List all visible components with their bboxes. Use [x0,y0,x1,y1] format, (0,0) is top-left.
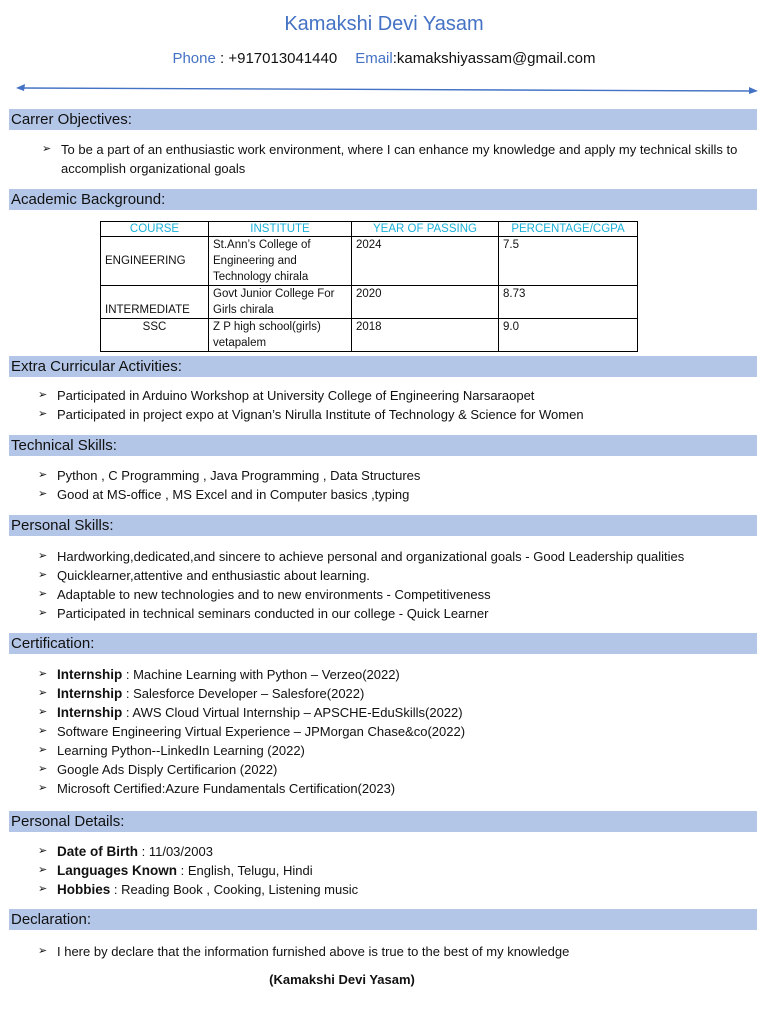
phone-number: +917013041440 [228,50,338,67]
candidate-name: Kamakshi Devi Yasam [284,13,484,35]
section-header-personal-skills: Personal Skills: [9,515,757,536]
score-cell: 8.73 [499,286,638,319]
list-item: ➢ Python , C Programming , Java Programming , Data Structures [38,468,421,483]
column-header-institute: INSTITUTE [209,222,352,237]
email-address: kamakshiyassam@gmail.com [396,50,596,67]
section-header-objectives: Carrer Objectives: [9,109,757,130]
table-row [101,237,638,286]
year-cell: 2020 [352,286,499,319]
section-header-technical-skills: Technical Skills: [9,435,757,456]
arrowhead-bullet-icon: ➢ [38,706,48,718]
section-header-personal-details: Personal Details: [9,811,757,832]
technical-skills-list [38,466,758,504]
list-item: ➢ Internship : AWS Cloud Virtual Internship – APSCHE-EduSkills(2022) [38,705,463,720]
list-item: ➢ Hardworking,dedicated,and sincere to achieve personal and organizational goals - Good Leadership qualities [38,549,685,564]
arrowhead-bullet-icon: ➢ [38,469,48,481]
arrowhead-bullet-icon: ➢ [38,408,48,420]
arrowhead-bullet-icon: ➢ [38,845,48,857]
signature: (Kamakshi Devi Yasam) [269,972,415,987]
arrowhead-bullet-icon: ➢ [38,763,48,775]
list-item: ➢ Adaptable to new technologies and to new environments - Competitiveness [38,587,491,602]
institute-cell: Govt Junior College For Girls chirala [209,286,352,319]
list-item: ➢ Good at MS-office , MS Excel and in Computer basics ,typing [38,487,410,502]
list-item: ➢ I here by declare that the information furnished above is true to the best of my knowledge [38,944,570,959]
column-header-percentage: PERCENTAGE/CGPA [499,222,638,237]
arrowhead-bullet-icon: ➢ [38,864,48,876]
list-item: ➢ Internship : Machine Learning with Python – Verzeo(2022) [38,667,400,682]
list-item: ➢ Participated in technical seminars conducted in our college - Quick Learner [38,606,489,621]
column-header-year: YEAR OF PASSING [352,222,499,237]
arrowhead-bullet-icon: ➢ [38,883,48,895]
table-header-row [101,222,638,237]
score-cell: 7.5 [499,237,638,286]
arrowhead-bullet-icon: ➢ [38,607,48,619]
arrowhead-bullet-icon: ➢ [38,725,48,737]
list-item: ➢ Date of Birth : 11/03/2003 [38,844,213,859]
arrowhead-bullet-icon: ➢ [38,945,48,957]
year-cell: 2018 [352,319,499,352]
personal-details-list [38,842,758,899]
arrowhead-bullet-icon: ➢ [38,588,48,600]
email-label: Email [355,50,393,67]
arrowhead-bullet-icon: ➢ [38,488,48,500]
list-item: ➢ Google Ads Disply Certificarion (2022) [38,762,278,777]
list-item: ➢ Participated in project expo at Vignan’s Nirulla Institute of Technology & Science for Women [38,407,584,422]
list-item: ➢ Participated in Arduino Workshop at University College of Engineering Narsaraopet [38,388,535,403]
arrowhead-bullet-icon: ➢ [38,389,48,401]
institute-cell: Z P high school(girls) vetapalem [209,319,352,352]
email-separator: : [392,50,397,67]
column-header-course: COURSE [101,222,209,237]
year-cell: 2024 [352,237,499,286]
academic-table [100,221,638,352]
list-item: ➢ Learning Python--LinkedIn Learning (2022) [38,743,305,758]
section-header-academic: Academic Background: [9,189,757,210]
extra-curricular-list [38,386,758,424]
section-header-extra-curricular: Extra Curricular Activities: [9,356,757,377]
list-item: ➢ Languages Known : English, Telugu, Hindi [38,863,313,878]
course-cell: ENGINEERING [101,237,209,286]
list-item: ➢ Software Engineering Virtual Experience – JPMorgan Chase&co(2022) [38,724,466,739]
section-header-declaration: Declaration: [9,909,757,930]
table-row [101,319,638,352]
arrowhead-bullet-icon: ➢ [38,744,48,756]
phone-separator: : [215,50,229,67]
section-header-certification: Certification: [9,633,757,654]
arrowhead-bullet-icon: ➢ [38,569,48,581]
personal-skills-list [38,547,758,623]
arrowhead-bullet-icon: ➢ [38,687,48,699]
arrowhead-bullet-icon: ➢ [38,550,48,562]
list-item: ➢ Microsoft Certified:Azure Fundamentals Certification(2023) [38,781,396,796]
phone-label: Phone [172,50,216,67]
institute-cell: St.Ann’s College of Engineering and Technology chirala [209,237,352,286]
double-arrow-divider-icon [16,81,758,95]
course-cell: SSC [101,319,209,352]
list-item: ➢ Quicklearner,attentive and enthusiastic about learning. [38,568,370,583]
arrowhead-bullet-icon: ➢ [42,143,52,155]
score-cell: 9.0 [499,319,638,352]
table-row [101,286,638,319]
arrowhead-bullet-icon: ➢ [38,782,48,794]
objectives-list [42,140,758,178]
arrowhead-bullet-icon: ➢ [38,668,48,680]
list-item: ➢ To be a part of an enthusiastic work environment, where I can enhance my knowledge and apply my technical skills to accomplish organizational goals [42,142,738,176]
certification-list [38,665,758,798]
contact-line [0,50,768,68]
course-cell: INTERMEDIATE [101,286,209,319]
list-item: ➢ Internship : Salesforce Developer – Salesfore(2022) [38,686,365,701]
list-item: ➢ Hobbies : Reading Book , Cooking, Listening music [38,882,359,897]
declaration-list [38,942,758,961]
